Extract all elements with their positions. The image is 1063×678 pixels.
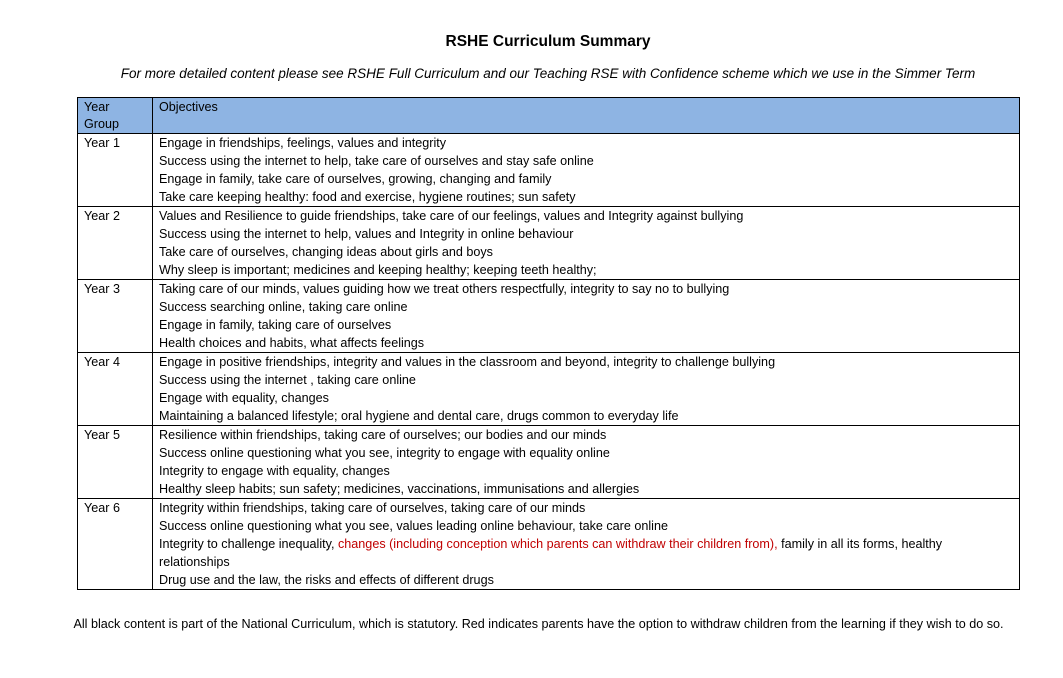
objectives-cell <box>153 134 1020 207</box>
objective-line: Success using the internet , taking care online <box>159 373 416 387</box>
objective-line: Values and Resilience to guide friendships, take care of our feelings, values and Integrity against bullying <box>159 209 744 223</box>
year-cell: Year 1 <box>78 134 153 207</box>
objective-text: Integrity to challenge inequality, <box>159 537 338 551</box>
objective-line: Resilience within friendships, taking care of ourselves; our bodies and our minds <box>159 428 607 442</box>
objective-line: Success online questioning what you see, integrity to engage with equality online <box>159 446 610 460</box>
curriculum-table <box>77 97 1020 590</box>
objective-line: Success searching online, taking care online <box>159 300 408 314</box>
table-header-row <box>78 98 1020 134</box>
objective-line: Engage in friendships, feelings, values and integrity <box>159 136 447 150</box>
year-cell: Year 2 <box>78 207 153 280</box>
year-cell: Year 5 <box>78 426 153 499</box>
objective-line-mixed <box>159 535 1013 571</box>
objective-line: Success using the internet to help, take care of ourselves and stay safe online <box>159 154 594 168</box>
objectives-cell <box>153 353 1020 426</box>
objective-line: Success online questioning what you see, values leading online behaviour, take care online <box>159 519 668 533</box>
table-row <box>78 134 1020 207</box>
document-subtitle: For more detailed content please see RSHE Full Curriculum and our Teaching RSE with Confidence scheme which we use in the Simmer Term <box>120 66 976 81</box>
objective-line: Engage in family, take care of ourselves, growing, changing and family <box>159 172 552 186</box>
document-title: RSHE Curriculum Summary <box>445 33 651 50</box>
objective-line: Take care of ourselves, changing ideas about girls and boys <box>159 245 493 259</box>
objective-line: Engage in positive friendships, integrity and values in the classroom and beyond, integrity to challenge bullying <box>159 355 776 369</box>
year-cell: Year 4 <box>78 353 153 426</box>
objective-line: Engage in family, taking care of ourselves <box>159 318 392 332</box>
objective-line: Integrity to engage with equality, changes <box>159 464 390 478</box>
objective-line: Taking care of our minds, values guiding how we treat others respectfully, integrity to say no to bullying <box>159 282 730 296</box>
year-cell: Year 6 <box>78 499 153 590</box>
table-row <box>78 353 1020 426</box>
objective-line: Success using the internet to help, values and Integrity in online behaviour <box>159 227 574 241</box>
objective-line: Integrity within friendships, taking care of ourselves, taking care of our minds <box>159 501 586 515</box>
objective-line: Drug use and the law, the risks and effects of different drugs <box>159 573 494 587</box>
objectives-cell <box>153 499 1020 590</box>
withdrawable-objective-text: changes (including conception which parents can withdraw their children from), <box>338 537 778 551</box>
objective-line: Maintaining a balanced lifestyle; oral hygiene and dental care, drugs common to everyday life <box>159 409 679 423</box>
header-year-group: Year Group <box>78 98 153 134</box>
objective-line: Take care keeping healthy: food and exercise, hygiene routines; sun safety <box>159 190 576 204</box>
objective-line: Why sleep is important; medicines and keeping healthy; keeping teeth healthy; <box>159 263 597 277</box>
header-objectives: Objectives <box>153 98 1020 134</box>
footnote: All black content is part of the National Curriculum, which is statutory. Red indicates parents have the option to withdraw children from the learning if they wish to do so. <box>73 617 1004 631</box>
objectives-cell <box>153 426 1020 499</box>
objective-line: Healthy sleep habits; sun safety; medicines, vaccinations, immunisations and allergies <box>159 482 640 496</box>
table-row <box>78 207 1020 280</box>
objective-text: family in all its forms, healthy relationships <box>159 537 943 569</box>
objectives-cell <box>153 207 1020 280</box>
objective-line: Engage with equality, changes <box>159 391 329 405</box>
objectives-cell <box>153 280 1020 353</box>
table-row <box>78 499 1020 590</box>
table-row <box>78 280 1020 353</box>
table-row <box>78 426 1020 499</box>
objective-line: Health choices and habits, what affects feelings <box>159 336 425 350</box>
year-cell: Year 3 <box>78 280 153 353</box>
